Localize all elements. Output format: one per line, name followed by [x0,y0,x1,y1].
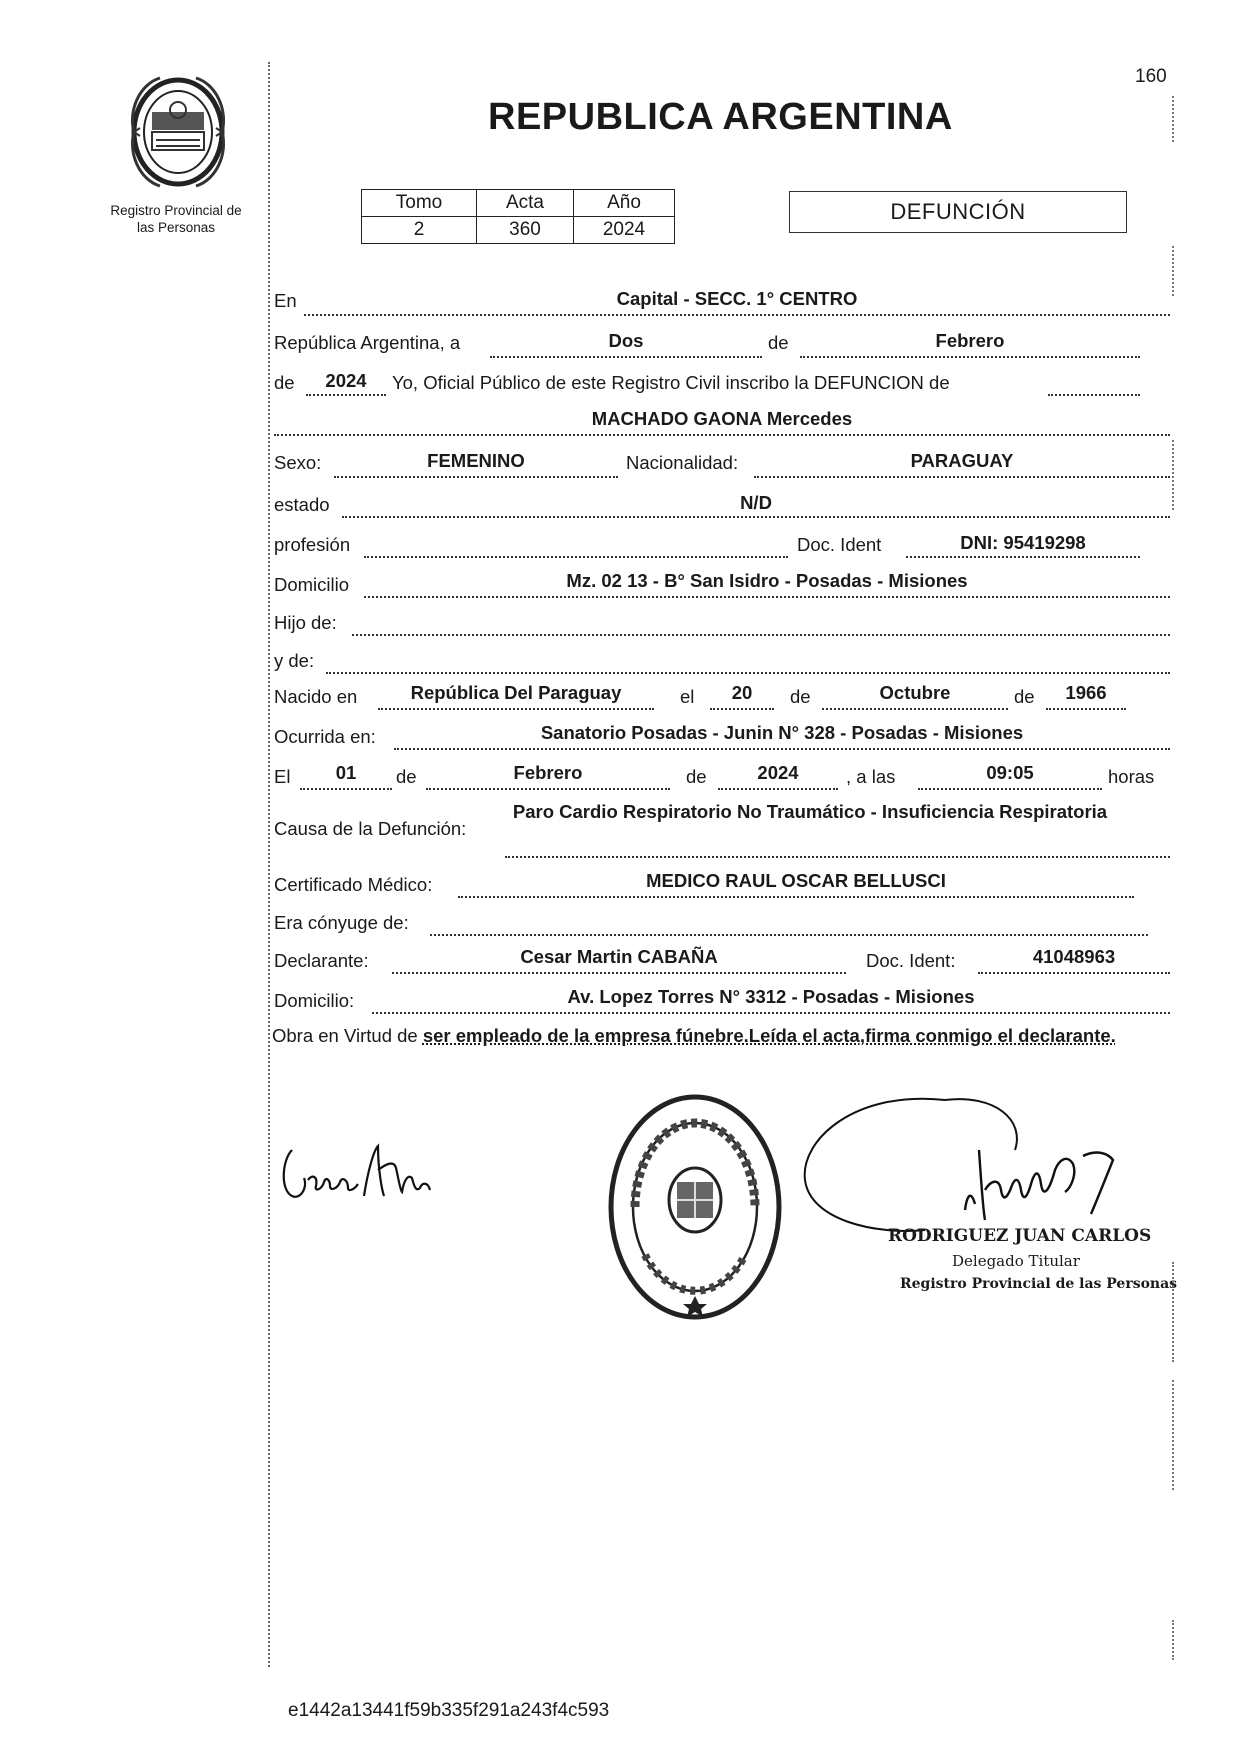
year-label: de [274,372,295,393]
death-time-line [918,788,1102,790]
yde-label: y de: [274,650,315,671]
table-value-acta: 360 [477,217,574,244]
de2-label: de [1014,686,1035,707]
obra-label: Obra en Virtud de [272,1025,418,1046]
month-value: Febrero [935,330,1005,351]
document-hash: e1442a13441f59b335f291a243f4c593 [288,1700,610,1721]
estado-value: N/D [740,492,772,513]
margin-mark [1172,1262,1174,1362]
causa-value: Paro Cardio Respiratorio No Traumático - Insuficiencia Respiratoria [512,801,1108,822]
domicilio-line [364,596,1170,598]
nacido-label: Nacido en [274,686,358,707]
doc2-line [978,972,1170,974]
day-value: Dos [608,330,644,351]
de1-label: de [790,686,811,707]
record-type-box: DEFUNCIÓN [789,191,1127,233]
nationality-line [754,476,1170,478]
ocurrida-line [394,748,1170,750]
month-line [800,356,1140,358]
birth-day-value: 20 [731,682,753,703]
doc2-value: 41048963 [1032,946,1116,967]
table-header-tomo: Tomo [362,190,477,217]
official-registry: Registro Provincial de las Personas [900,1276,1178,1292]
nacido-line [378,708,654,710]
official-role: Delegado Titular [952,1252,1080,1270]
declarante-label: Declarante: [274,950,369,971]
page-number: 160 [1135,66,1167,87]
official-name: RODRIGUEZ JUAN CARLOS [888,1226,1152,1246]
ocurrida-label: Ocurrida en: [274,726,376,747]
day-line [490,356,762,358]
death-month-line [426,788,670,790]
cert-value: MEDICO RAUL OSCAR BELLUSCI [646,870,946,891]
page-title: REPUBLICA ARGENTINA [488,96,953,138]
death-day-line [300,788,392,790]
registry-line-1: Registro Provincial de [110,203,242,218]
horas-label: horas [1108,766,1155,787]
provincial-emblem-icon [120,70,236,194]
de-label: de [768,332,789,353]
table-value-tomo: 2 [362,217,477,244]
alas-label: , a las [846,766,896,787]
doc-value: DNI: 95419298 [960,532,1086,553]
record-table [361,189,675,244]
yde-line [326,672,1170,674]
official-seal-icon [605,1090,785,1325]
place-line [304,314,1170,316]
domicilio2-line [372,1012,1170,1014]
sex-label: Sexo: [274,452,322,473]
deceased-name: MACHADO GAONA Mercedes [591,408,853,429]
sex-line [334,476,618,478]
birth-year-line [1046,708,1126,710]
registry-line-2: las Personas [136,220,216,235]
conyuge-line [430,934,1148,936]
ocurrida-value: Sanatorio Posadas - Junin N° 328 - Posadas - Misiones [540,722,1024,743]
table-header-acta: Acta [477,190,574,217]
death-month-value: Febrero [513,762,583,783]
hijo-label: Hijo de: [274,612,337,633]
nationality-label: Nacionalidad: [626,452,739,473]
domicilio-value: Mz. 02 13 - B° San Isidro - Posadas - Misiones [566,570,968,591]
margin-mark [1172,1380,1174,1490]
margin-line [268,62,270,1667]
causa-label: Causa de la Defunción: [274,818,467,839]
table-header-anio: Año [574,190,675,217]
name-line [274,434,1170,436]
margin-mark [1172,246,1174,296]
estado-line [342,516,1170,518]
death-year-value: 2024 [757,762,799,783]
rep-label: República Argentina, a [274,332,461,353]
obra-text: ser empleado de la empresa fúnebre.Leída el acta,firma conmigo el declarante. [422,1025,1116,1046]
birth-day-line [710,708,774,710]
cert-label: Certificado Médico: [274,874,433,895]
declarante-value: Cesar Martin CABAÑA [520,946,718,967]
record-table-header [362,190,675,217]
estado-label: estado [274,494,330,515]
domicilio2-value: Av. Lopez Torres N° 3312 - Posadas - Misiones [567,986,975,1007]
nacido-value: República Del Paraguay [410,682,622,703]
year-line [306,394,386,396]
doc2-label: Doc. Ident: [866,950,956,971]
profesion-line [364,556,788,558]
birth-month-line [822,708,1008,710]
de4-label: de [686,766,707,787]
official-line [1048,394,1140,396]
birth-month-value: Octubre [879,682,951,703]
doc-label: Doc. Ident [797,534,882,555]
declarant-signature-icon [278,1130,438,1210]
doc-line [906,556,1140,558]
el2-label: El [274,766,291,787]
domicilio2-label: Domicilio: [274,990,355,1011]
causa-line [505,856,1170,858]
declarante-line [392,972,846,974]
year-value: 2024 [325,370,367,391]
registry-label [96,202,256,236]
nationality-value: PARAGUAY [910,450,1014,471]
obra-paragraph [272,1022,1168,1049]
domicilio-label: Domicilio [274,574,350,595]
cert-line [458,896,1134,898]
margin-mark [1172,440,1174,510]
hijo-line [352,634,1170,636]
place-value: Capital - SECC. 1° CENTRO [616,288,858,309]
record-table-values [362,217,675,244]
sex-value: FEMENINO [427,450,525,471]
death-day-value: 01 [335,762,357,783]
margin-mark [1172,1620,1174,1660]
conyuge-label: Era cónyuge de: [274,912,409,933]
death-time-value: 09:05 [986,762,1034,783]
de3-label: de [396,766,417,787]
death-year-line [718,788,838,790]
margin-mark [1172,96,1174,142]
en-label: En [274,290,297,311]
el-label: el [680,686,695,707]
table-value-anio: 2024 [574,217,675,244]
birth-year-value: 1966 [1065,682,1107,703]
official-text: Yo, Oficial Público de este Registro Civil inscribo la DEFUNCION de [392,372,950,393]
profesion-label: profesión [274,534,351,555]
